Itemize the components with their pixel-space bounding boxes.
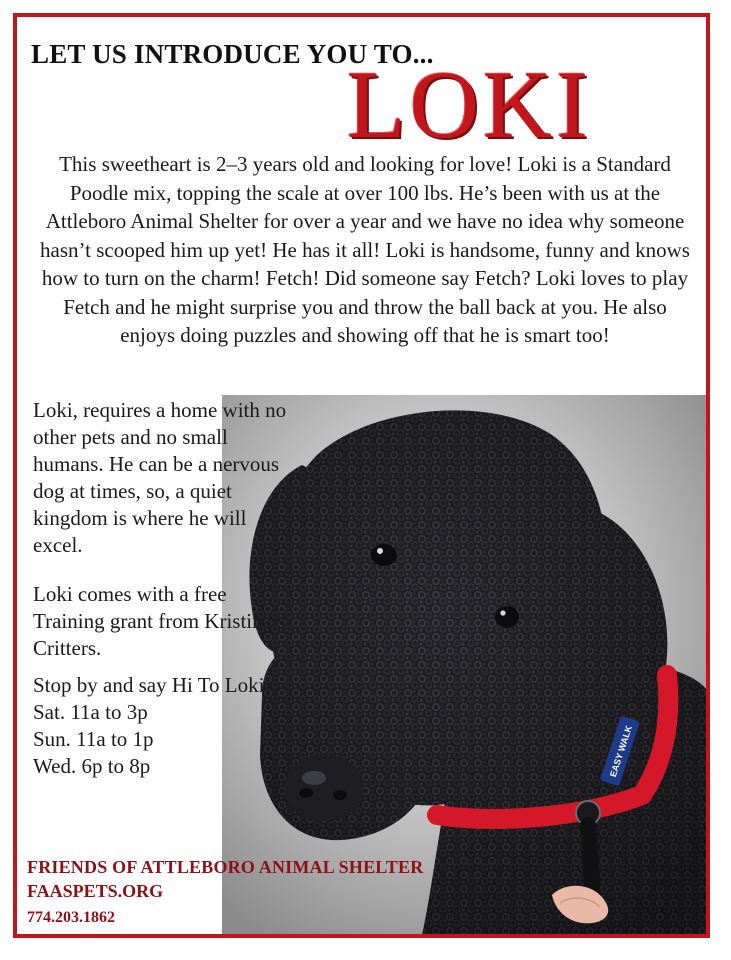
visit-hours xyxy=(33,699,293,780)
hours-sunday: Sun. 11a to 1p xyxy=(33,727,154,751)
contact-footer xyxy=(27,855,423,931)
training-text: Loki comes with a free Training grant from Kristina’s Critters. xyxy=(33,582,286,660)
dog-name-title: LOKI xyxy=(347,51,593,158)
collar-label: EASY WALK xyxy=(607,724,634,779)
website-link[interactable]: FAASPETS.ORG xyxy=(27,881,164,901)
visit-intro: Stop by and say Hi To Loki! xyxy=(33,673,272,697)
poster-frame xyxy=(13,13,710,938)
hours-wednesday: Wed. 6p to 8p xyxy=(33,754,151,778)
requirements-text: Loki, requires a home with no other pets and no small humans. He can be a nervous dog at times, so, a quiet kingdom is where he will excel. xyxy=(33,398,287,557)
hours-saturday: Sat. 11a to 3p xyxy=(33,700,148,724)
details-column xyxy=(33,397,293,780)
intro-heading: LET US INTRODUCE YOU TO... xyxy=(31,39,434,69)
story-paragraph: This sweetheart is 2–3 years old and looking for love! Loki is a Standard Poodle mix, topping the scale at over 100 lbs. He’s been with us at the Attleboro Animal Shelter for over a year and we have no idea why someone hasn’t scooped him up yet! He has it all! Loki is handsome, funny and knows how to turn on the charm! Fetch! Did someone say Fetch? Loki loves to play Fetch and he might surprise you and throw the ball back at you. He also enjoys doing puzzles and showing off that he is smart too! xyxy=(40,152,690,347)
dog-photo xyxy=(222,395,710,935)
phone-number[interactable]: 774.203.1862 xyxy=(27,909,115,926)
organization-name: FRIENDS OF ATTLEBORO ANIMAL SHELTER xyxy=(27,857,424,877)
